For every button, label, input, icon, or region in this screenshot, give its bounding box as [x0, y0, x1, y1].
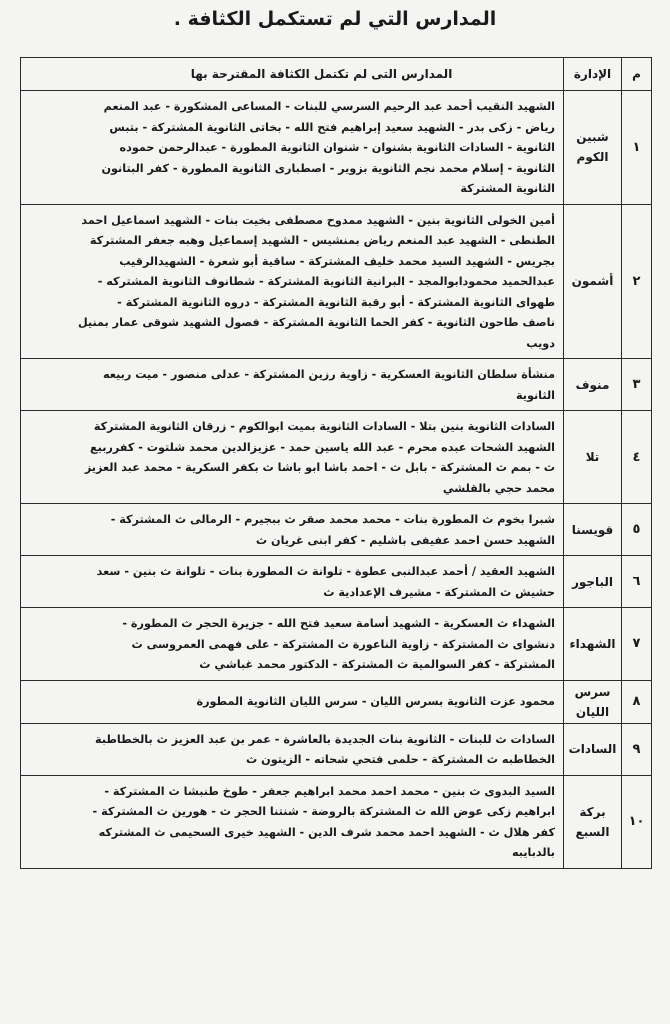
department-name: الباجور [564, 556, 622, 608]
row-number: ١٠ [622, 775, 652, 868]
schools-list [21, 723, 564, 775]
schools-line: ابراهيم زكى عوض الله ث المشتركة بالروضة - شنتنا الحجر ث - هورين ث المشتركة - [92, 805, 555, 818]
department-name: الشهداء [564, 608, 622, 681]
table-row [21, 91, 652, 205]
schools-line: محمود عزت الثانوية بسرس الليان - سرس الليان الثانوية المطورة [196, 695, 555, 709]
schools-list [21, 556, 564, 608]
schools-line: حشيش ث المشتركة - مشيرف الإعدادية ث [323, 585, 555, 599]
department-name: تلا [564, 411, 622, 504]
table-row [21, 359, 652, 411]
row-number: ٧ [622, 608, 652, 681]
schools-line: الشهيد الشحات عبده محرم - عبد الله ياسين حمد - عزيزالدين محمد شلتوت - كفرربيع [89, 440, 555, 454]
schools-line: ث - بمم ث المشتركة - بابل ث - احمد باشا ابو باشا ث بكفر السكرية - محمد عبد العزيز [84, 461, 555, 474]
schools-line: الشهيد حسن احمد عفيفى باشليم - كفر ابنى غريان ث [255, 533, 555, 547]
schools-line: الشهيد العقيد / أحمد عبدالنبى عطوة - تلوانة ث المطورة بنات - تلوانة ث بنين - سعد [96, 565, 555, 578]
schools-line: بالدبايبه [511, 846, 555, 859]
row-number: ٨ [622, 680, 652, 723]
table-row [21, 680, 652, 723]
schools-line: دنشواى ث المشتركة - زاوية الناعورة ث المشتركة - على فهمى العمروسى ث [131, 637, 555, 651]
schools-line: الثانوية - السادات الثانوية بشنوان - شنوان الثانوية المطورة - عبدالرحمن حموده [119, 141, 555, 154]
schools-line: المشتركة - كفر السوالمية ث المشتركة - الدكتور محمد غباشي ث [199, 658, 555, 671]
row-number: ٢ [622, 204, 652, 359]
table-row [21, 608, 652, 681]
schools-line: أمين الخولى الثانوية بنين - الشهيد ممدوح مصطفى بخيت بنات - الشهيد اسماعيل احمد [81, 213, 555, 227]
schools-line: رياض - زكى بدر - الشهيد سعيد إبراهيم فتح الله - بخاتى الثانوية المشتركة - بتبس [109, 120, 555, 134]
schools-list [21, 204, 564, 359]
page-title: المدارس التي لم تستكمل الكثافة . [173, 8, 497, 30]
department-name: سرس الليان [564, 680, 622, 723]
department-name: السادات [564, 723, 622, 775]
schools-list [21, 91, 564, 205]
schools-line: الثانوية [515, 388, 555, 402]
schools-line: طهواى الثانوية المشتركة - أبو رقبة الثانوية المشتركة - دروه الثانوية المشتركة - [117, 295, 555, 309]
department-name: أشمون [564, 204, 622, 359]
schools-line: محمد حجي بالقلشي [442, 481, 555, 495]
schools-line: ناصف طاحون الثانوية - كفر الحما الثانوية المشتركة - فصول الشهيد شوقى عمار بمنيل [77, 316, 555, 329]
row-number: ٦ [622, 556, 652, 608]
schools-line: الخطاطبه ث المشتركة - حلمى فتحي شحاته - الزيتون ث [246, 753, 555, 766]
schools-list [21, 608, 564, 681]
table-header-row [21, 58, 652, 91]
department-name: منوف [564, 359, 622, 411]
row-number: ٥ [622, 504, 652, 556]
schools-list [21, 411, 564, 504]
schools-line: كفر هلال ث - الشهيد احمد محمد شرف الدين - الشهيد خيرى السحيمى ث المشتركه [98, 825, 555, 839]
table-body [21, 91, 652, 869]
header-num: م [622, 58, 652, 91]
schools-line: الشهيد النقيب أحمد عبد الرحيم السرسي للبنات - المساعى المشكورة - عبد المنعم [103, 100, 555, 113]
table-row [21, 411, 652, 504]
schools-line: السادات الثانوية بنين بتلا - السادات الثانوية بميت ابوالكوم - زرقان الثانوية المشتركة [93, 420, 555, 433]
schools-list [21, 504, 564, 556]
header-schools: المدارس التى لم تكتمل الكثافة المقترحة بها [21, 58, 564, 91]
department-name: قويسنا [564, 504, 622, 556]
row-number: ٩ [622, 723, 652, 775]
row-number: ١ [622, 91, 652, 205]
schools-line: الثانوية - إسلام محمد نجم الثانوية بزوير - اصطبارى الثانوية المطورة - كفر البتانون [101, 161, 555, 175]
schools-line: السادات ث للبنات - الثانوية بنات الجديدة بالعاشرة - عمر بن عبد العزيز ث بالخطاطبة [95, 732, 555, 746]
schools-line: عبدالحميد محمودابوالمجد - البرانية الثانوية المشتركة - شطانوف الثانوية المشتركه - [97, 275, 555, 288]
department-name: بركة السبع [564, 775, 622, 868]
schools-list [21, 775, 564, 868]
header-dept: الإدارة [564, 58, 622, 91]
table-row [21, 775, 652, 868]
schools-table [20, 57, 652, 869]
schools-line: بجريس - الشهيد السيد محمد خليف المشتركة - ساقية أبو شعرة - الشهيدالرقيب [119, 254, 555, 268]
schools-line: السيد البدوى ث بنين - محمد احمد محمد ابراهيم جعفر - طوخ طنبشا ث المشتركة - [104, 784, 555, 798]
schools-line: الشهداء ث العسكرية - الشهيد أسامة سعيد فتح الله - جزيرة الحجر ث المطورة - [122, 617, 555, 630]
schools-list [21, 680, 564, 723]
schools-line: دويب [526, 336, 555, 350]
row-number: ٤ [622, 411, 652, 504]
schools-list [21, 359, 564, 411]
table-row [21, 723, 652, 775]
schools-line: الطنطى - الشهيد عبد المنعم رياض بمنشيس - الشهيد إسماعيل وهبه جعفر المشتركة [89, 234, 555, 247]
department-name: شبين الكوم [564, 91, 622, 205]
row-number: ٣ [622, 359, 652, 411]
table-row [21, 504, 652, 556]
table-row [21, 204, 652, 359]
schools-line: شبرا بخوم ث المطورة بنات - محمد محمد صقر ث ببجيرم - الرمالى ث المشتركة - [110, 513, 555, 526]
table-row [21, 556, 652, 608]
schools-line: منشأة سلطان الثانوية العسكرية - زاوية رزين المشتركة - عدلى منصور - ميت ربيعه [103, 368, 555, 381]
schools-line: الثانوية المشتركة [460, 182, 555, 195]
